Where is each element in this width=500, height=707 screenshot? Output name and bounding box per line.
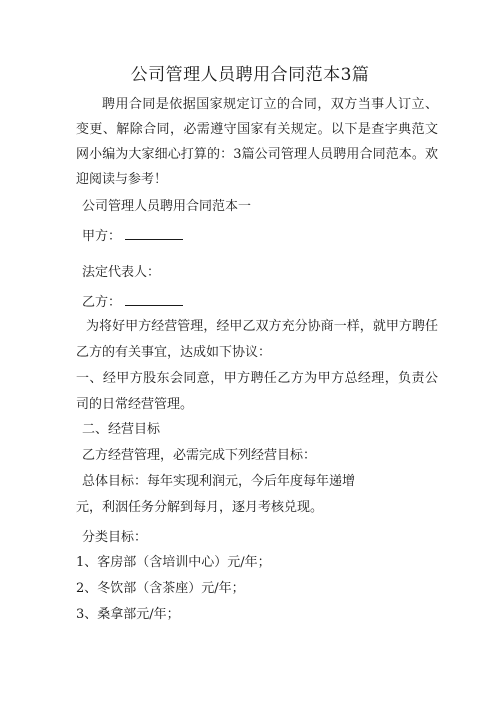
document-title: 公司管理人员聘用合同范本3篇 [130,65,370,85]
party-b-label: 乙方： [82,295,122,310]
clause-2-title: 二、经营目标 [82,422,161,437]
overall-target-line-2: 元，利洇任务分解到每月，逐月考核兑现。 [76,500,324,515]
party-a-label: 甲方： [82,229,122,244]
category-item-1: 1、客房部（含培训中心）元/年； [76,555,271,570]
intro-paragraph: 聘用合同是依据国家规定订立的合同，双方当事人订立、变更、解除合同，必需遵守国家有关规定。以下是查字典范文网小编为大家细心打算的：3篇公司管理人员聘用合同范本。欢迎阅读与参考！ [76,97,438,187]
party-a-blank [125,227,183,240]
legal-rep-line: 法定代表人： [82,265,161,280]
party-b-blank [125,293,183,306]
category-item-2: 2、冬饮部（含茶座）元/年； [76,581,245,596]
party-a-line [82,227,183,246]
party-b-line [82,293,183,312]
overall-target-line-1: 总体目标：每年实现利润元，今后年度每年递增 [82,474,356,489]
purpose-paragraph: 为将好甲方经营管理，经甲乙双方充分协商一样，就甲方聘任乙方的有关事宜，达成如下协议： [76,319,438,360]
section-title: 公司管理人员聘用合同范本一 [82,199,252,214]
clause-1-paragraph: 一、经甲方股东会同意，甲方聘任乙方为甲方总经理，负责公司的日常经营管理。 [76,371,438,412]
category-item-3: 3、桑拿部元/年； [76,607,180,622]
category-target-line: 分类目标： [82,530,148,545]
clause-2-intro: 乙方经营管理，必需完成下列经营目标： [82,448,317,463]
